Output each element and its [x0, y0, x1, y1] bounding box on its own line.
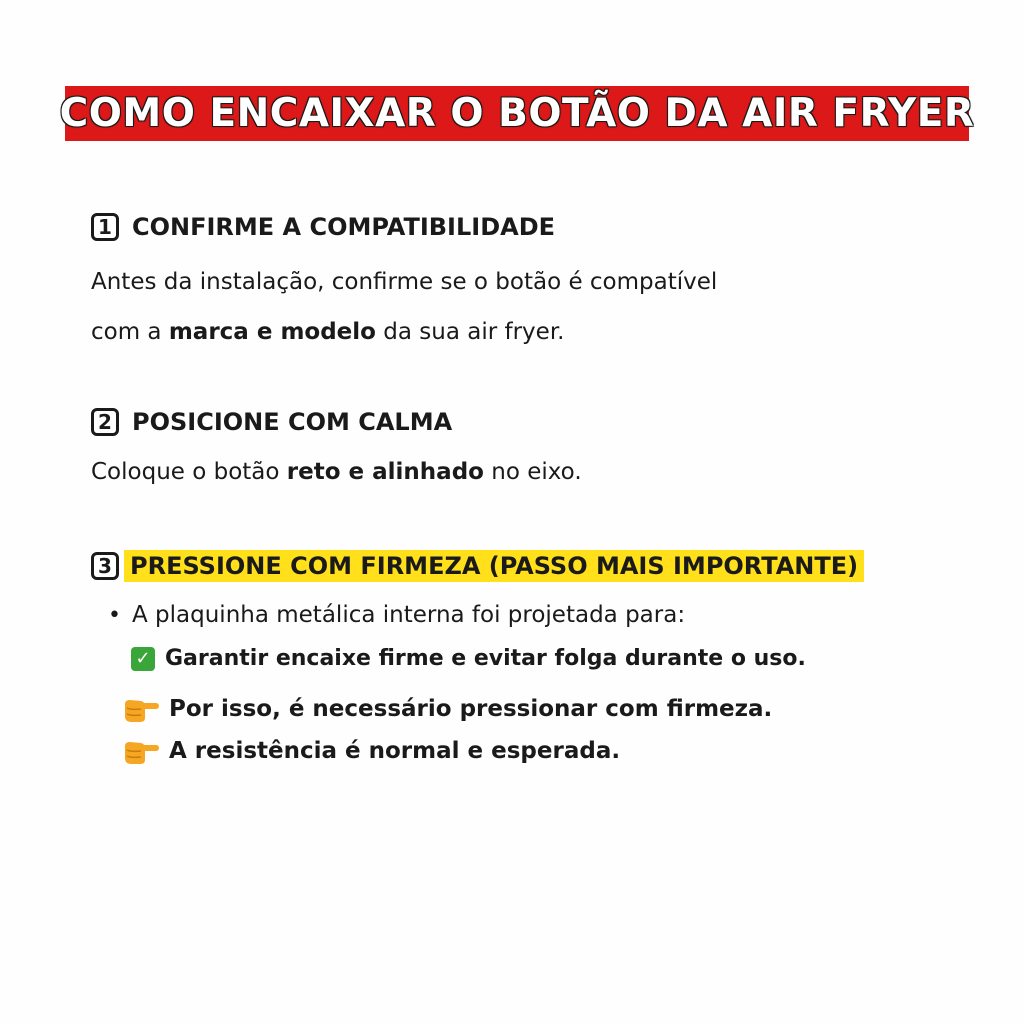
step-3-point-2: [121, 736, 620, 766]
step-2-number: 2: [91, 408, 119, 436]
step-1-number: 1: [91, 213, 119, 241]
step-2-line-bold: reto e alinhado: [286, 459, 484, 485]
page-title: COMO ENCAIXAR O BOTÃO DA AIR FRYER: [59, 91, 975, 136]
step-3-point-1-text: Por isso, é necessário pressionar com firmeza.: [169, 696, 773, 722]
step-1-line-2-post: da sua air fryer.: [375, 319, 565, 345]
step-3-heading: [91, 550, 864, 582]
step-3-check-text: Garantir encaixe firme e evitar folga durante o uso.: [165, 646, 806, 671]
step-2-line-post: no eixo.: [483, 459, 582, 485]
step-1-title: CONFIRME A COMPATIBILIDADE: [132, 213, 556, 241]
step-1-line-2-pre: com a: [91, 319, 169, 345]
pointing-hand-icon: [121, 694, 161, 724]
step-2-line: [91, 458, 582, 486]
step-2-title: POSICIONE COM CALMA: [132, 408, 453, 436]
title-banner: [59, 86, 975, 141]
step-1-heading: [91, 213, 555, 241]
pointing-hand-icon: [121, 736, 161, 766]
step-3-number: 3: [91, 552, 119, 580]
step-3-bullet-text: A plaquinha metálica interna foi projetada para:: [132, 602, 686, 628]
step-1-line-1: Antes da instalação, confirme se o botão é compatível: [91, 269, 718, 295]
step-3-bullet: [108, 601, 685, 630]
step-1-line-2-bold: marca e modelo: [168, 319, 376, 345]
step-1-line-2: [91, 318, 564, 346]
step-2-line-pre: Coloque o botão: [91, 459, 287, 485]
step-3-point-1: [121, 694, 772, 724]
step-3-check-line: [131, 646, 806, 671]
bullet-dot-icon: •: [108, 603, 121, 628]
step-2-heading: [91, 408, 452, 436]
step-3-title: PRESSIONE COM FIRMEZA (PASSO MAIS IMPORTANTE): [124, 550, 864, 582]
check-mark-icon: ✓: [131, 647, 155, 671]
step-3-point-2-text: A resistência é normal e esperada.: [169, 738, 621, 764]
